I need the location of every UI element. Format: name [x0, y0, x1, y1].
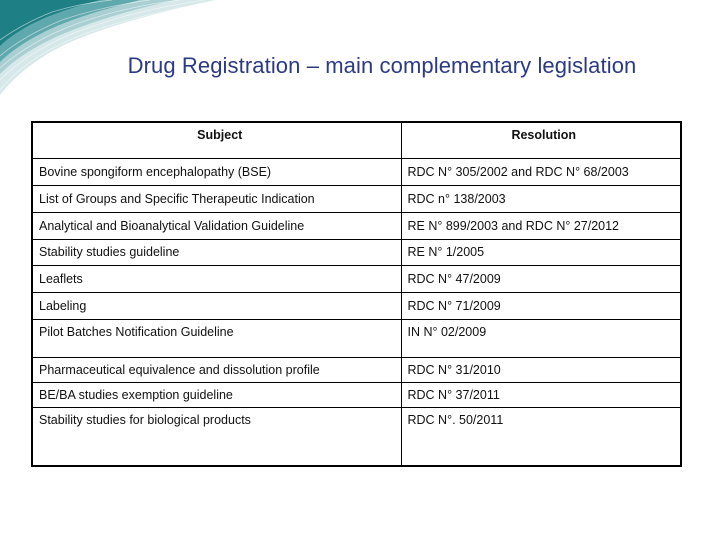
subject-cell: Pharmaceutical equivalence and dissolution profile: [32, 357, 401, 382]
resolution-cell: RDC N°. 50/2011: [401, 407, 681, 466]
table-row: [32, 319, 681, 357]
table-row: [32, 239, 681, 265]
subject-cell: Analytical and Bioanalytical Validation Guideline: [32, 212, 401, 239]
table-row: [32, 212, 681, 239]
subject-column-header: Subject: [32, 122, 401, 158]
legislation-table: [31, 121, 682, 467]
subject-cell: List of Groups and Specific Therapeutic Indication: [32, 185, 401, 212]
table-row: [32, 158, 681, 185]
subject-cell: Bovine spongiform encephalopathy (BSE): [32, 158, 401, 185]
resolution-cell: RDC N° 71/2009: [401, 292, 681, 319]
subject-cell: Stability studies guideline: [32, 239, 401, 265]
subject-cell: Leaflets: [32, 265, 401, 292]
subject-cell: Labeling: [32, 292, 401, 319]
resolution-cell: IN N° 02/2009: [401, 319, 681, 357]
resolution-column-header: Resolution: [401, 122, 681, 158]
subject-cell: Stability studies for biological products: [32, 407, 401, 466]
table-row: [32, 185, 681, 212]
slide-title: Drug Registration – main complementary legislation: [127, 53, 637, 78]
resolution-cell: RE N° 1/2005: [401, 239, 681, 265]
resolution-cell: RDC n° 138/2003: [401, 185, 681, 212]
table-row: [32, 292, 681, 319]
resolution-cell: RE N° 899/2003 and RDC N° 27/2012: [401, 212, 681, 239]
subject-cell: Pilot Batches Notification Guideline: [32, 319, 401, 357]
resolution-cell: RDC N° 47/2009: [401, 265, 681, 292]
table-row: [32, 407, 681, 466]
table-row: [32, 382, 681, 407]
subject-cell: BE/BA studies exemption guideline: [32, 382, 401, 407]
table-header-row: [32, 122, 681, 158]
table-row: [32, 357, 681, 382]
resolution-cell: RDC N° 37/2011: [401, 382, 681, 407]
table-row: [32, 265, 681, 292]
resolution-cell: RDC N° 305/2002 and RDC N° 68/2003: [401, 158, 681, 185]
resolution-cell: RDC N° 31/2010: [401, 357, 681, 382]
